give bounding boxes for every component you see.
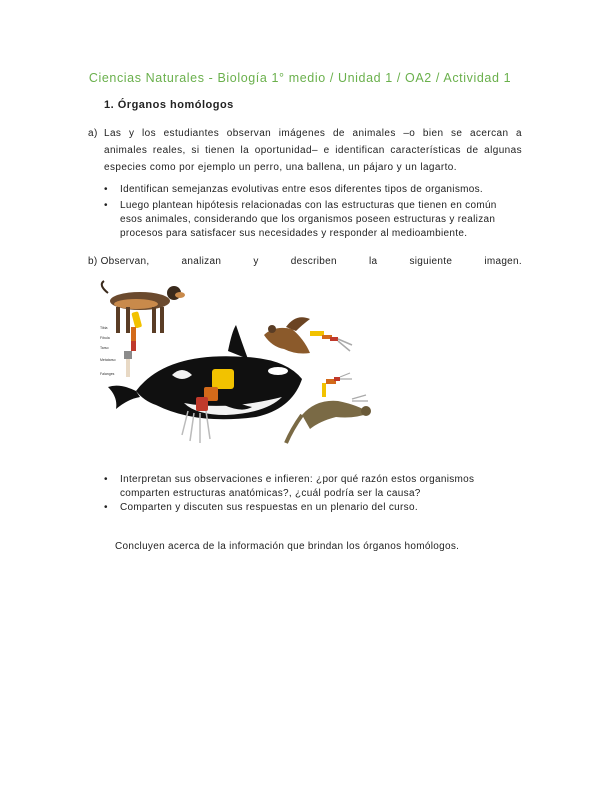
bullet-list-b: [104, 473, 522, 515]
part-b-instruction: [88, 256, 522, 267]
list-item-text: • Luego plantean hipótesis relacionadas con las estructuras que tienen en común: [120, 200, 497, 211]
dog-label: Tarso: [100, 346, 109, 350]
part-b-word: la: [368, 256, 378, 267]
page-header: Ciencias Naturales - Biología 1° medio / Unidad 1 / OA2 / Actividad 1: [88, 71, 512, 85]
homologous-organs-figure: [96, 279, 396, 449]
part-a-label: a): [88, 128, 98, 139]
dog-illustration: [100, 281, 185, 377]
list-item: [104, 199, 522, 241]
part-b-word: b) Observan,: [88, 256, 150, 267]
list-item-text: Identifican semejanzas evolutivas entre esos diferentes tipos de organismos.: [120, 184, 483, 195]
part-b-word: siguiente: [409, 256, 453, 267]
list-item-text: • Comparten y discuten sus respuestas en un plenario del curso.: [120, 502, 418, 513]
part-b-word: imagen.: [484, 256, 522, 267]
dog-label: Falanges: [100, 372, 115, 376]
dog-label: Fíbula: [100, 336, 110, 340]
bullet-list-a: [104, 183, 522, 241]
list-item: [104, 501, 522, 515]
part-b-word: describen: [290, 256, 337, 267]
part-b-word: y: [253, 256, 259, 267]
part-a-line: especies como por ejemplo un perro, una ballena, un pájaro y un lagarto.: [104, 162, 457, 173]
list-item-text: comparten estructuras anatómicas?, ¿cuál podría ser la causa?: [120, 488, 421, 499]
dog-label: Metatarso: [100, 358, 116, 362]
list-item: [104, 183, 522, 197]
section-title: 1. Órganos homólogos: [104, 99, 234, 111]
list-item-text: esos animales, considerando que los organismos poseen estructuras y realizan: [120, 214, 496, 225]
list-item-text: procesos para satisfacer sus necesidades y responder al medioambiente.: [120, 228, 468, 239]
conclusion-text: Concluyen acerca de la información que brindan los órganos homólogos.: [115, 541, 460, 552]
dog-label: Tibia: [100, 326, 108, 330]
part-a-paragraph: [88, 125, 522, 176]
bird-illustration: [264, 317, 352, 353]
list-item: [104, 473, 522, 501]
part-a-line: Las y los estudiantes observan imágenes de animales –o bien se acercan a: [104, 128, 522, 139]
part-a-line: animales reales, si tienen la oportunidad– e identifican características de algunas: [104, 145, 522, 156]
list-item-text: • Interpretan sus observaciones e infieren: ¿por qué razón estos organismos: [120, 474, 475, 485]
part-b-word: analizan: [181, 256, 222, 267]
